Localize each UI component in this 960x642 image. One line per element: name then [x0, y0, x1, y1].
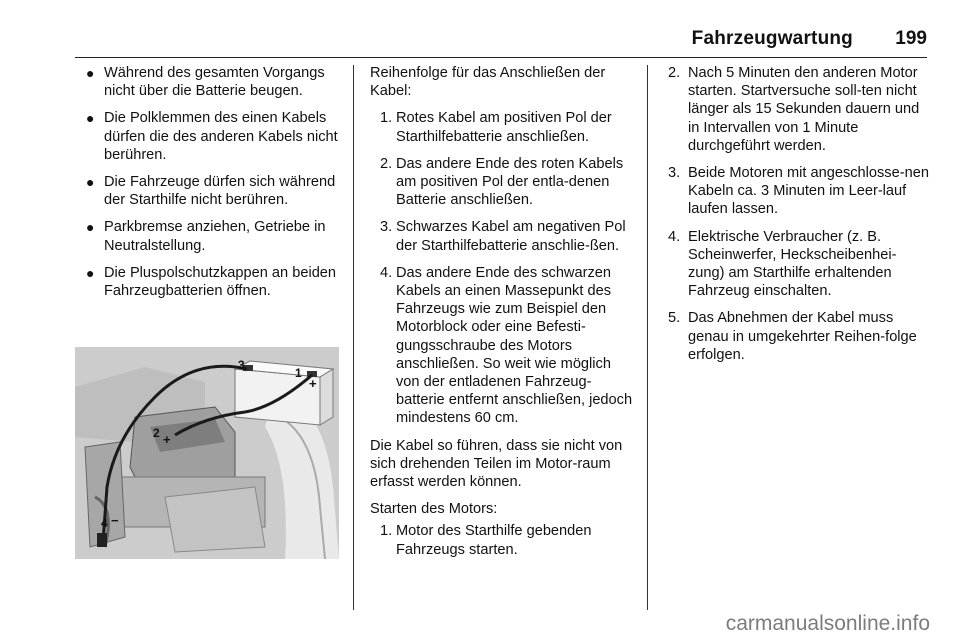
column-divider-2	[647, 65, 648, 610]
bullet-icon: ●	[86, 65, 95, 81]
list-item: 2. Nach 5 Minuten den anderen Motor starten. Startversuche soll-ten nicht länger als 15 Sekunden dauern und in Intervallen von 1 Minute durchgeführt werden.	[668, 65, 920, 154]
list-item: 4. Das andere Ende des schwarzen Kabels an einen Massepunkt des Fahrzeugs wie zum Beispiel den Motorblock oder eine Befesti-gungsschraube des Motors anschließen. So weit wie möglich von der entladenen Fahrzeug-batterie entfernt anschließen, jedoch mindestens 60 cm.	[380, 264, 633, 427]
bullet-icon: ●	[86, 174, 95, 191]
section-title: Fahrzeugwartung	[691, 28, 853, 49]
column-2	[370, 64, 636, 568]
column-3	[668, 64, 930, 373]
list-item: 3. Schwarzes Kabel am negativen Pol der Starthilfebatterie anschlie-ßen.	[380, 219, 626, 254]
column-divider-1	[353, 65, 354, 610]
list-item: ● Parkbremse anziehen, Getriebe in Neutralstellung.	[86, 219, 326, 254]
bullet-icon: ●	[86, 219, 95, 236]
connection-steps	[370, 109, 636, 427]
battery-icon	[235, 361, 333, 425]
svg-text:1: 1	[295, 366, 302, 380]
cable-routing-note: Die Kabel so führen, dass sie nicht von sich drehenden Teilen im Motor-raum erfasst werden können.	[370, 437, 623, 491]
list-item: ● Die Fahrzeuge dürfen sich während der Starthilfe nicht berühren.	[86, 174, 336, 209]
svg-text:3: 3	[238, 358, 245, 372]
engine-bay-drawing	[75, 347, 339, 559]
list-item: ● Die Polklemmen des einen Kabels dürfen die des anderen Kabels nicht berühren.	[86, 110, 338, 163]
start-engine-heading: Starten des Motors:	[370, 501, 498, 518]
list-item: 5. Das Abnehmen der Kabel muss genau in umgekehrter Reihen-folge erfolgen.	[668, 310, 917, 363]
list-item: ● Während des gesamten Vorgangs nicht über die Batterie beugen.	[86, 65, 325, 100]
list-item: 2. Das andere Ende des roten Kabels am positiven Pol der entla-denen Batterie anschließen.	[380, 155, 624, 209]
page-header	[0, 0, 960, 60]
svg-text:+: +	[309, 376, 317, 391]
watermark: carmanualsonline.info	[725, 612, 930, 635]
bullet-icon: ●	[86, 264, 95, 281]
svg-text:−: −	[111, 513, 119, 528]
jump-start-illustration	[75, 347, 339, 559]
svg-text:4: 4	[101, 516, 108, 530]
list-item: 3. Beide Motoren mit angeschlosse-nen Kabeln ca. 3 Minuten im Leer-lauf laufen lassen.	[668, 165, 929, 218]
page-number: 199	[895, 28, 927, 49]
list-item: ● Die Pluspolschutzkappen an beiden Fahrzeugbatterien öffnen.	[86, 264, 337, 300]
svg-text:+: +	[163, 432, 171, 447]
callout-label-3	[238, 358, 245, 372]
bullet-icon: ●	[86, 110, 95, 127]
precaution-list	[76, 64, 342, 300]
start-steps-continued	[668, 64, 930, 364]
header-divider	[75, 57, 927, 58]
svg-text:2: 2	[153, 426, 160, 440]
start-steps	[370, 522, 636, 558]
column-1	[76, 64, 342, 309]
connection-intro: Reihenfolge für das Anschließen der Kabel:	[370, 65, 606, 100]
list-item: 1. Motor des Starthilfe gebenden Fahrzeugs starten.	[380, 523, 592, 558]
list-item: 4. Elektrische Verbraucher (z. B. Scheinwerfer, Heckscheibenhei-zung) am Starthilfe erhaltenden Fahrzeug einschalten.	[668, 228, 897, 300]
list-item: 1. Rotes Kabel am positiven Pol der Starthilfebatterie anschließen.	[380, 110, 612, 145]
